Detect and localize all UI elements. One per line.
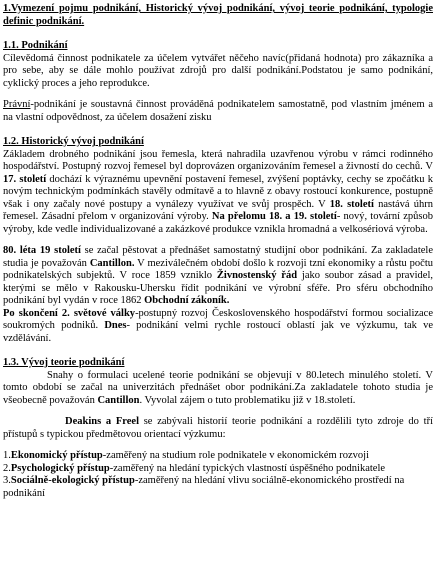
text-bold: Po skončení 2. světové války [3,307,136,319]
text-bold: Ekonomický přístup [10,450,103,461]
text-bold: Deakins a Freel [65,416,139,427]
text-run: -postupný rozvoj Československého hospodářství formou socializace soukromých podniků. [3,307,434,331]
text-bold: Na přelomu 18. a 19. století [211,211,337,222]
section-heading-1-1: 1.1. Podnikání [3,40,68,51]
section-heading-1-2: 1.2. Historický vývoj podnikání [3,136,144,147]
list-number: 1. [3,450,11,461]
list-item [3,475,433,500]
text-underlined: Právní [3,99,31,110]
paragraph-history-1 [3,149,433,237]
paragraph-history-3 [3,308,433,346]
text-run: . Vyvolal zájem o tuto problematiku již v 18.století. [139,394,356,406]
text-run: jako soubor zásad a pravidel, kterými se mělo v Rakousku-Uhersku řídit podnikání ve výrobní sféře. Pro sféru obchodního podnikání byl vydán v roce 1862 [3,270,433,306]
text-run: -zaměřený na hledání vlivu sociálně-ekonomického prostředí na podnikání [3,475,405,499]
text-run: V meziválečném období došlo k rozvoji tzní ekonomiky a růstu počtu podnikatelských subjektů. V roce 1859 vzniklo [3,257,434,281]
text-run: Snahy o formulaci ucelené teorie podnikání se objevují v 80.letech minulého století. V tomto období se začal na univerzitách přednášet obor podnikání.Za zakladatele tohoto studia je všeobecně považován [3,369,433,406]
text-run: -zaměřený na studium role podnikatele v ekonomickém rozvoji [102,450,369,461]
approach-list [3,450,433,500]
paragraph-legal-definition [3,99,433,124]
text-run: - podnikání velmi rychle rostoucí oblastí jak ve výzkumu, tak ve vzdělávání. [3,320,433,344]
text-bold: Cantillon. [89,257,135,269]
text-run: -zaměřený na hledání typických vlastností úspěšného podnikatele [109,462,386,474]
text-bold: 18. století [329,198,374,210]
list-item [3,450,433,463]
text-bold: Živnostenský řád [216,270,298,281]
paragraph-definition [3,53,433,91]
text-bold: Sociálně-ekologický přístup [10,475,135,486]
text-bold: Dnes [104,320,127,331]
paragraph-history-2 [3,245,433,308]
text-run: nastává úhrn řemesel. Zásadní přelom v organizování výroby. [3,198,434,222]
paragraph-theory-2 [3,416,433,441]
text-bold: 17. století [3,173,47,185]
text-run: Základem drobného podnikání jsou řemesla, která nahradila uzavřenou výrobu v rámci rodinného hospodářství. Postupný rozvoj řemesel byl doprovázen organizováním řemesel a živností do cechů. V [3,148,433,172]
list-number: 3. [3,475,11,486]
text-run: - nový, tovární způsob výroby, kde vedle individualizované a zakázkové produkce vznikla hromadná a velkosériová výroba. [3,211,433,235]
text-run: se začal pěstovat a přednášet samostatný studijní obor podnikání. Za zakladatele studia je považován [3,245,434,269]
text-run: se zabývali historií teorie podnikání a rozdělili tyto zdroje do tří přístupů s typickou předmětovou orientací výzkumu: [3,416,433,440]
text-bold: Obchodní zákoník. [144,295,230,306]
text-bold: 80. léta 19 století [3,245,81,256]
document-title: 1.Vymezení pojmu podnikání, Historický vývoj podnikání, vývoj teorie podnikání, typologie definic podnikání. [3,3,433,27]
list-item [3,463,433,476]
text-run: -podnikání je soustavná činnost prováděná podnikatelem samostatně, pod vlastním jménem a na vlastní odpovědnost, za účelem dosažení zisku [3,99,433,123]
text-run: Cílevědomá činnost podnikatele za účelem vytvářet něčeho navíc(přidaná hodnota) pro zákazníka a pro sebe, aby se dále mohlo používat zdrojů pro další podnikání.Podstatou je samo podnikání, cyklický proces a jeho reprodukce. [3,52,433,89]
text-run: dochází k výraznému upevnění postavení řemesel, zvýšení poptávky, cechy se zpočátku k novým technickým podmínkách stavěly odmítavě a to hlavně z obavy rostoucí konkurence, postupně však i ony začaly nové postupy a vynálezy využívat ve svůj prospěch. V [3,173,433,210]
text-bold: Psychologický přístup [10,462,110,474]
text-bold: Cantillon [97,394,140,406]
list-number: 2. [3,462,11,474]
section-heading-1-3: 1.3. Vývoj teorie podnikání [3,357,125,368]
paragraph-theory-1 [3,370,433,408]
